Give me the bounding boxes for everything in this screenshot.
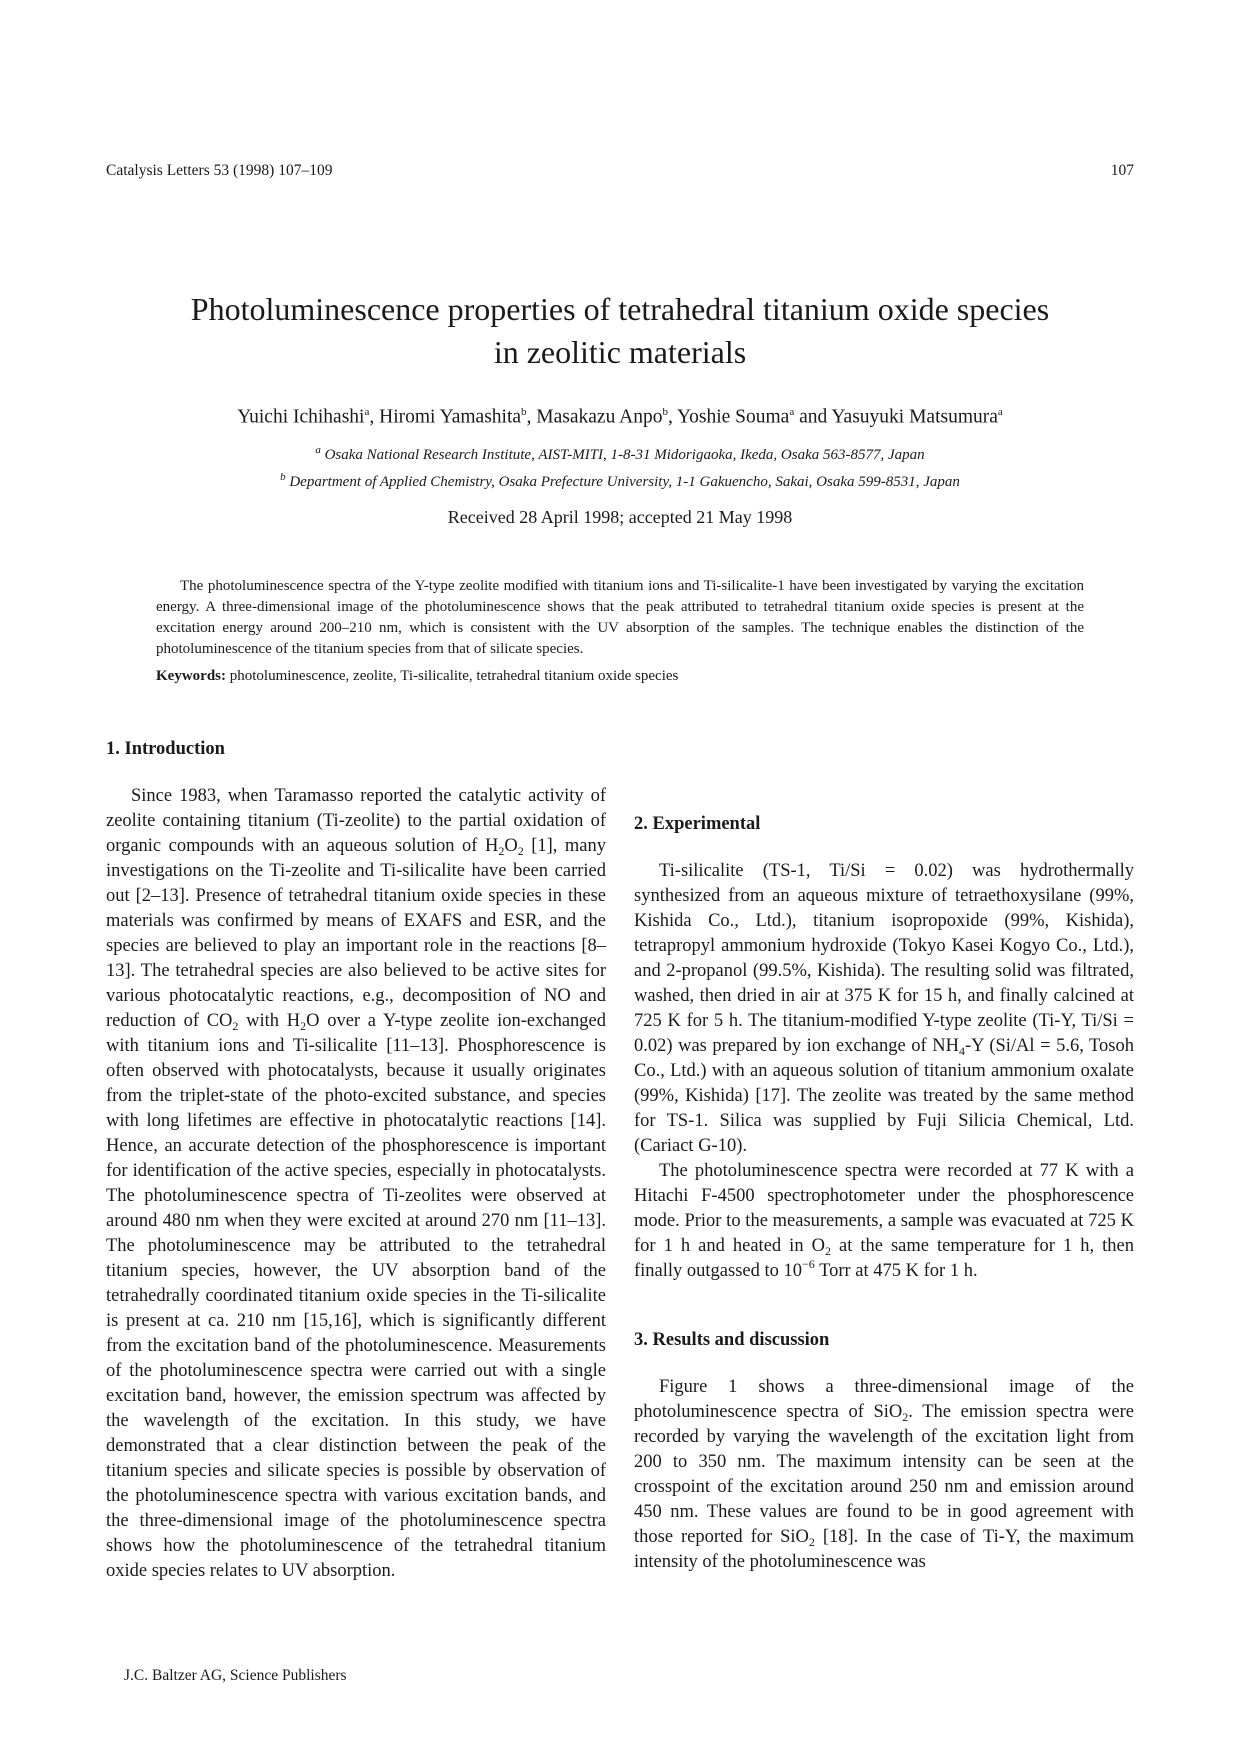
text-run: [1], many investigations on the Ti-zeolite and Ti-silicalite have been carried out [2–13]. Presence of tetrahedral titanium oxide species in these materials was confirmed by means of EXAFS and ESR, and the species are believed to play an important role in the reactions [8–13]. The tetrahedral species are also believed to be active sites for various photocatalytic reactions, e.g., decomposition of NO and reduction of CO [106,836,606,1031]
text-run: The photoluminescence spectra were recorded at 77 K with a Hitachi F-4500 spectrophotometer under the phosphorescence mode. Prior to the measurements, a sample was evacuated at 725 K for 1 h and heated in O [634,1161,1134,1256]
text-run: at the same temperature for 1 h, then finally outgassed to 10 [634,1236,1134,1281]
affiliation-mark: a [364,406,370,418]
keywords-text: photoluminescence, zeolite, Ti-silicalite, tetrahedral titanium oxide species [229,668,679,684]
keywords-label: Keywords: [156,668,226,684]
author-separator: , [369,406,380,428]
affiliation-text: Department of Applied Chemistry, Osaka Prefecture University, 1-1 Gakuencho, Sakai, Osaka 599-8531, Japan [289,474,960,490]
subscript: 2 [517,844,524,858]
text-run: O [504,836,518,856]
intro-continuation-space [634,737,1134,812]
abstract-text: The photoluminescence spectra of the Y-type zeolite modified with titanium ions and Ti-silicalite-1 have been investigated by varying the excitation energy. A three-dimensional image of the photoluminescence shows that the peak attributed to tetrahedral titanium oxide species is present at the excitation energy around 200–210 nm, which is consistent with the UV absorption of the samples. The technique enables the distinction of the photoluminescence of the titanium species from that of silicate species. [156,578,1084,657]
author-name: Hiromi Yamashita [379,406,522,428]
title-line-1: Photoluminescence properties of tetrahedral titanium oxide species [190,291,1050,327]
affiliations [100,439,1140,493]
experimental-paragraph-2 [634,1159,1134,1284]
abstract [156,576,1084,660]
text-run: Since 1983, when Taramasso reported the catalytic activity of zeolite containing titanium (Ti-zeolite) to the partial oxidation of organic compounds with an aqueous solution of H [106,786,606,856]
journal-citation: Catalysis Letters 53 (1998) 107–109 [106,162,333,179]
affiliation-mark: b [280,471,286,483]
text-run: Ti-silicalite (TS-1, Ti/Si = 0.02) was hydrothermally synthesized from an aqueous mixture of tetraethoxysilane (99%, Kishida Co., Ltd.), titanium isopropoxide (99%, Kishida), tetrapropyl ammonium hydroxide (Tokyo Kasei Kogyo Co., Ltd.), and 2-propanol (99.5%, Kishida). The resulting solid was filtrated, washed, then dried in air at 375 K for 15 h, and finally calcined at 725 K for 5 h. The titanium-modified Y-type zeolite (Ti-Y, Ti/Si = 0.02) was prepared by ion exchange of NH [634,861,1134,1056]
publisher-footer: J.C. Baltzer AG, Science Publishers [124,1667,347,1684]
section-gap [634,1306,1134,1328]
text-run: Figure 1 shows a three-dimensional image of the photoluminescence spectra of SiO [634,1377,1134,1422]
affiliation-text: Osaka National Research Institute, AIST-MITI, 1-8-31 Midorigaoka, Ikeda, Osaka 563-8577, Japan [324,447,925,463]
subscript: 2 [232,1019,239,1033]
section-gap [634,1284,1134,1306]
text-run: with H [238,1011,301,1031]
affiliation-mark: b [521,406,527,418]
section-heading-introduction: 1. Introduction [106,739,225,759]
affiliation-b [100,466,1140,493]
text-run: O over a Y-type zeolite ion-exchanged with titanium ions and Ti-silicalite [11–13]. Phosphorescence is often observed with photocatalysts, because it usually originates from the triplet-state of the photo-excited substance, and species with long lifetimes are effective in photocatalytic reactions [14]. Hence, an accurate detection of the phosphorescence is important for identification of the active species, especially in photocatalysts. The photoluminescence spectra of Ti-zeolites were observed at around 480 nm when they were excited at around 270 nm [11–13]. The photoluminescence may be attributed to the tetrahedral titanium species, however, the UV absorption band of the tetrahedrally coordinated titanium oxide species in the Ti-silicalite is present at ca. 210 nm [15,16], which is significantly different from the excitation band of the photoluminescence. Measurements of the photoluminescence spectra were carried out with a single excitation band, however, the emission spectrum was affected by the wavelength of the excitation. In this study, we have demonstrated that a clear distinction between the peak of the titanium species and silicate species is possible by observation of the photoluminescence spectra with various excitation bands, and the three-dimensional image of the photoluminescence spectra shows how the photoluminescence of the tetrahedral titanium oxide species relates to UV absorption. [106,1011,607,1581]
author-name: Yasuyuki Matsumura [831,406,998,428]
received-dates: Received 28 April 1998; accepted 21 May 1998 [447,507,793,527]
subscript: 2 [300,1019,307,1033]
affiliation-a [100,439,1140,466]
text-run: [18]. In the case of Ti-Y, the maximum intensity of the photoluminescence was [634,1527,1134,1572]
keywords [156,668,1084,685]
text-run: Torr at 475 K for 1 h. [814,1261,978,1281]
section-heading-results: 3. Results and discussion [634,1330,830,1350]
text-run: -Y (Si/Al = 5.6, Tosoh Co., Ltd.) with an aqueous solution of titanium ammonium oxalate (99%, Kishida) [17]. The zeolite was treated by the same method for TS-1. Silica was supplied by Fuji Silicia Chemical, Ltd. (Cariact G-10). [634,1036,1134,1156]
subscript: 2 [824,1244,831,1258]
right-column [634,737,1134,1575]
subscript: 2 [808,1535,815,1549]
running-head [106,162,1134,180]
introduction-paragraph [106,784,606,1584]
author-separator: , [667,406,677,428]
affiliation-mark: a [315,444,321,456]
author-separator: and [794,406,832,428]
author-name: Masakazu Anpo [536,406,663,428]
article-title [120,288,1120,374]
subscript: 4 [958,1044,965,1058]
subscript: 2 [902,1410,909,1424]
author-name: Yuichi Ichihashi [237,406,365,428]
affiliation-mark: a [997,406,1003,418]
results-paragraph [634,1375,1134,1575]
text-run: . The emission spectra were recorded by varying the wavelength of the excitation light from 200 to 350 nm. The maximum intensity can be seen at the crosspoint of the excitation around 250 nm and emission around 450 nm. These values are found to be in good agreement with those reported for SiO [634,1402,1134,1547]
page-number: 107 [1110,162,1134,179]
author-name: Yoshie Souma [677,406,790,428]
superscript: −6 [802,1257,815,1271]
experimental-paragraph-1 [634,859,1134,1159]
author-separator: , [526,406,537,428]
subscript: 2 [498,844,505,858]
section-heading-experimental: 2. Experimental [634,814,761,834]
left-column [106,737,606,1584]
affiliation-mark: b [662,406,668,418]
affiliation-mark: a [789,406,795,418]
author-list [100,406,1140,429]
title-line-2: in zeolitic materials [493,334,747,370]
